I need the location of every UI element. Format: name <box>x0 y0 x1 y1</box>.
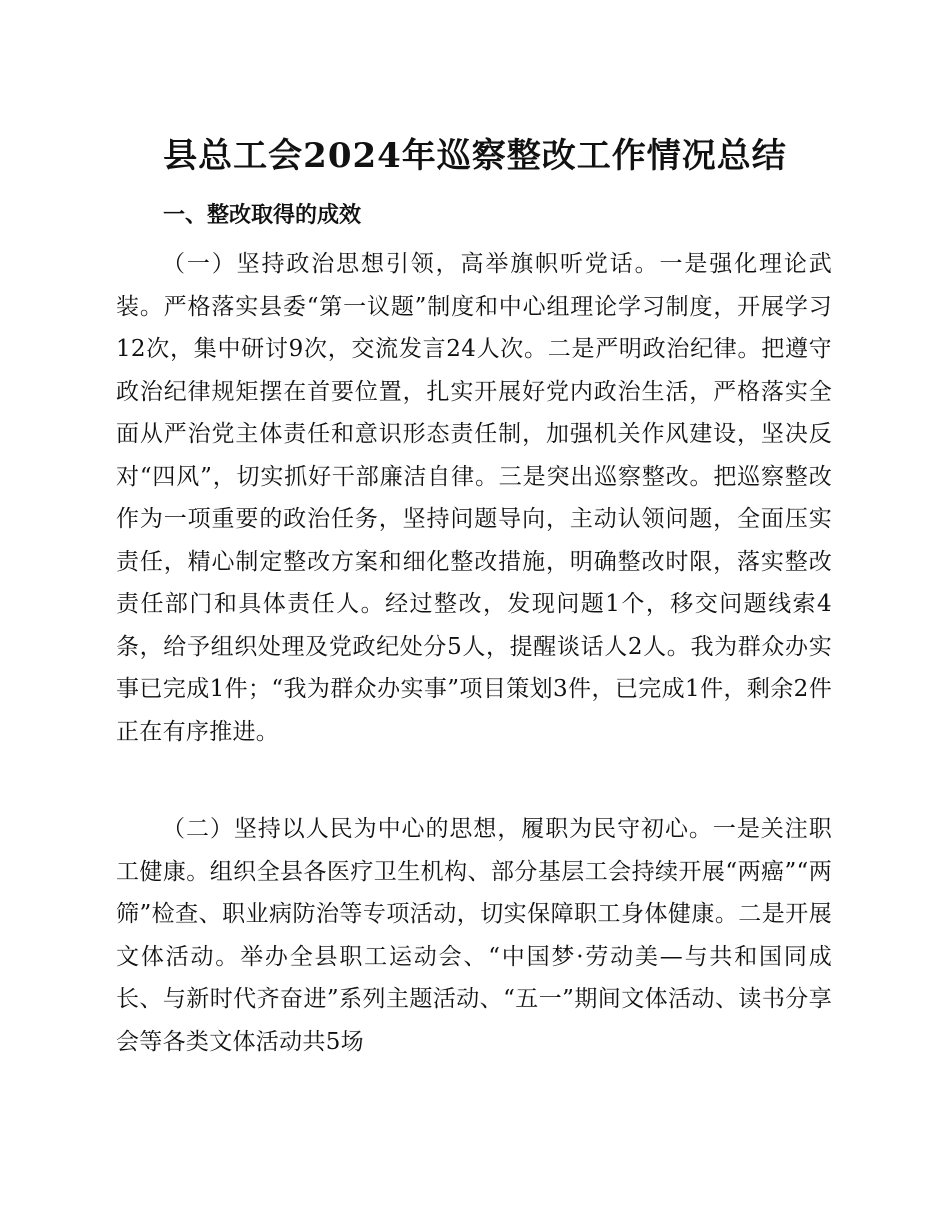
section-heading: 一、整改取得的成效 <box>163 203 362 228</box>
paragraph-1-body: 一是强化理论武装。严格落实县委“第一议题”制度和中心组理论学习制度，开展学习12次，集中研讨9次，交流发言24人次。二是严明政治纪律。把遵守政治纪律规矩摆在首要位置，扎实开展好党内政治生活，严格落实全面从严治党主体责任和意识形态责任制，加强机关作风建设，坚决反对“四风”，切实抓好干部廉洁自律。三是突出巡察整改。把巡察整改作为一项重要的政治任务，坚持问题导向，主动认领问题，全面压实责任，精心制定整改方案和细化整改措施，明确整改时限，落实整改责任部门和具体责任人。经过整改，发现问题1个，移交问题线索4条，给予组织处理及党政纪处分5人，提醒谈话人2人。我为群众办实事已完成1件；“我为群众办实事”项目策划3件，已完成1件，剩余2件正在有序推进。 <box>116 251 833 745</box>
paragraph-1-lead: （一）坚持政治思想引领，高举旗帜听党话。 <box>162 251 660 277</box>
document-title: 县总工会2024年巡察整改工作情况总结 <box>163 136 787 176</box>
paragraph-2-lead: （二）坚持以人民为中心的思想，履职为民守初心。 <box>162 816 713 842</box>
paragraph-2-body: 一是关注职工健康。组织全县各医疗卫生机构、部分基层工会持续开展“两癌”“两筛”检查、职业病防治等专项活动，切实保障职工身体健康。二是开展文体活动。举办全县职工运动会、“中国梦·劳动美—与共和国同成长、与新时代齐奋进”系列主题活动、“五一”期间文体活动、读书分享会等各类文体活动共5场 <box>116 816 832 1055</box>
paragraph-2 <box>116 808 832 1063</box>
paragraph-1 <box>116 243 832 753</box>
